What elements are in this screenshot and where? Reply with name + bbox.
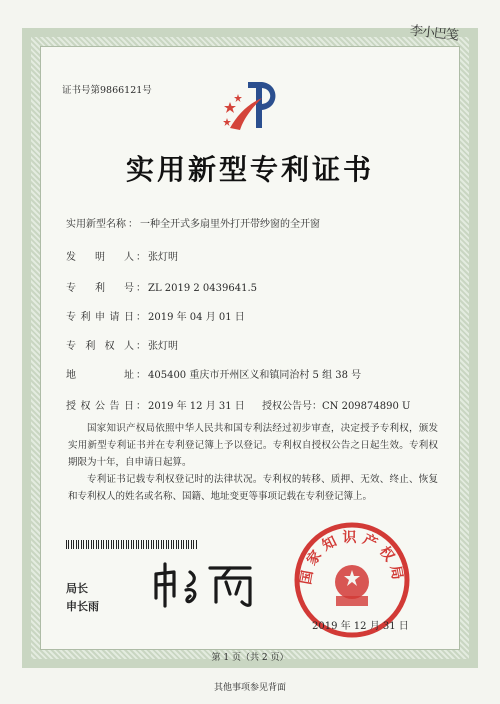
barcode [66,540,198,549]
seal-text: 国家知识产权局 [298,530,406,586]
footer-note: 其他事项参见背面 [213,683,286,693]
legal-status-paragraph: 专利证书记载专利权登记时的法律状况。专利权的转移、质押、无效、终止、恢复和专利权人的姓名或名称、国籍、地址变更等事项记载在专利登记簿上。 [68,474,438,502]
inventor-label: 发明人 [66,252,134,263]
grant-date-row: 授权公告日 ： 2019 年 12 月 31 日 [66,397,245,412]
filing-date-row: 专利申请日 ： 2019 年 04 月 01 日 [66,308,245,323]
utility-model-name-label: 实用新型名称 [66,219,126,230]
handwritten-note: 李小巴笺 [409,23,459,44]
director-name: 申长雨 [66,600,99,613]
patent-number-label: 专利号 [66,283,134,294]
certificate-number: 证书号第9866121号 [62,85,152,96]
grant-statement-paragraph: 国家知识产权局依照中华人民共和国专利法经过初步审查，决定授予专利权，颁发实用新型专利证书并在专利登记簿上予以登记。专利权自授权公告之日起生效。专利权期限为十年，自申请日起算。 [68,423,438,468]
address-row: 地址 ： 405400 重庆市开州区义和镇同治村 5 组 38 号 [66,366,361,381]
patentee-row: 专利权人 ： 张灯明 [66,337,178,352]
grant-number-label: 授权公告号 [262,401,312,412]
address-label: 地址 [66,370,134,381]
grant-number-value: CN 209874890 U [322,401,411,412]
inventor-value: 张灯明 [148,252,178,263]
grant-date-label: 授权公告日 [66,401,134,412]
patent-number-value: ZL 2019 2 0439641.5 [148,283,258,294]
certificate-title: 实用新型专利证书 [125,153,374,186]
filing-date-value: 2019 年 04 月 01 日 [148,312,245,323]
page-number: 第 1 页（共 2 页） [211,653,289,663]
filing-date-label: 专利申请日 [66,312,134,323]
patentee-label: 专利权人 [66,341,134,352]
utility-model-name-value: 一种全开式多扇里外打开带纱窗的全开窗 [140,219,320,230]
grant-date-value: 2019 年 12 月 31 日 [148,401,245,412]
grant-number-row: 授权公告号：CN 209874890 U [262,401,411,412]
patentee-value: 张灯明 [148,341,178,352]
utility-model-name-row: 实用新型名称 ： 一种全开式多扇里外打开带纱窗的全开窗 [66,219,320,230]
seal-date: 2019 年 12 月 31 日 [312,621,409,632]
inventor-row: 发明人 ： 张灯明 [66,248,178,263]
director-title: 局长 [66,582,88,595]
patent-number-row: 专利号 ： ZL 2019 2 0439641.5 [66,279,257,294]
patent-office-emblem-icon [218,74,284,140]
director-signature [150,560,262,608]
address-value: 405400 重庆市开州区义和镇同治村 5 组 38 号 [148,370,362,381]
